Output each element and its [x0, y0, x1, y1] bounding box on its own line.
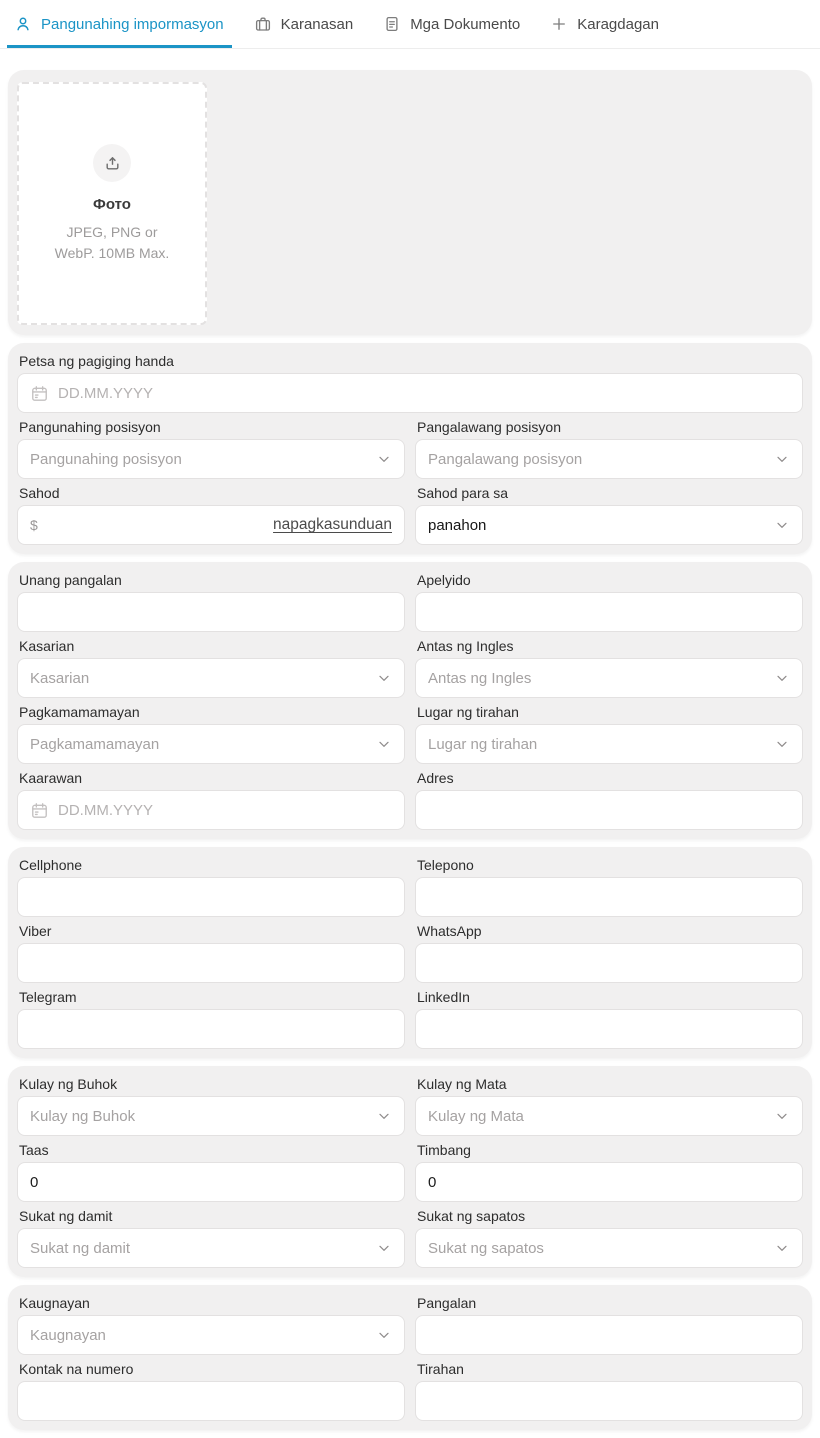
photo-section — [8, 70, 812, 335]
availability-date-input[interactable] — [58, 385, 790, 402]
emergency-name-label: Pangalan — [417, 1295, 477, 1311]
citizenship-select[interactable] — [17, 724, 405, 764]
birthday-label: Kaarawan — [19, 770, 83, 786]
cellphone-label: Cellphone — [19, 857, 83, 873]
linkedin-label: LinkedIn — [417, 989, 470, 1005]
english-level-label: Antas ng Ingles — [417, 638, 514, 654]
birthday-input[interactable] — [58, 802, 392, 819]
tab-experience-label: Karanasan — [280, 15, 354, 33]
chevron-down-icon — [774, 1240, 790, 1256]
residence-placeholder: Lugar ng tirahan — [428, 735, 538, 753]
chevron-down-icon — [376, 1327, 392, 1343]
gender-select[interactable] — [17, 658, 405, 698]
last-name-input[interactable] — [415, 592, 803, 632]
contacts-section — [8, 847, 812, 1058]
salary-label: Sahod — [19, 485, 60, 501]
shoe-size-placeholder: Sukat ng sapatos — [428, 1239, 544, 1257]
primary-position-label: Pangunahing posisyon — [19, 419, 161, 435]
chevron-down-icon — [376, 1108, 392, 1124]
address-label: Adres — [417, 770, 454, 786]
calendar-icon — [30, 384, 49, 403]
telegram-label: Telegram — [19, 989, 77, 1005]
last-name-label: Apelyido — [417, 572, 471, 588]
whatsapp-input[interactable] — [415, 943, 803, 983]
secondary-position-select[interactable] — [415, 439, 803, 479]
tab-additional-label: Karagdagan — [577, 15, 659, 33]
first-name-input[interactable] — [17, 592, 405, 632]
residence-select[interactable] — [415, 724, 803, 764]
linkedin-input[interactable] — [415, 1009, 803, 1049]
secondary-position-label: Pangalawang posisyon — [417, 419, 561, 435]
availability-date-label: Petsa ng pagiging handa — [19, 353, 174, 369]
hair-color-label: Kulay ng Buhok — [19, 1076, 118, 1092]
relation-placeholder: Kaugnayan — [30, 1326, 106, 1344]
tab-additional[interactable] — [550, 0, 659, 48]
citizenship-label: Pagkamamamayan — [19, 704, 140, 720]
tab-documents-label: Mga Dokumento — [410, 15, 521, 33]
tab-main-info-label: Pangunahing impormasyon — [41, 15, 224, 33]
emergency-name-input[interactable] — [415, 1315, 803, 1355]
viber-label: Viber — [19, 923, 52, 939]
photo-upload-dropzone[interactable] — [17, 82, 207, 325]
gender-placeholder: Kasarian — [30, 669, 90, 687]
eye-color-placeholder: Kulay ng Mata — [428, 1107, 524, 1125]
chevron-down-icon — [774, 1108, 790, 1124]
eye-color-select[interactable] — [415, 1096, 803, 1136]
primary-position-placeholder: Pangunahing posisyon — [30, 450, 182, 468]
plus-icon — [550, 15, 568, 33]
relation-label: Kaugnayan — [19, 1295, 90, 1311]
clothing-size-select[interactable] — [17, 1228, 405, 1268]
english-level-select[interactable] — [415, 658, 803, 698]
salary-negotiable-link[interactable]: napagkasunduan — [273, 516, 392, 533]
chevron-down-icon — [376, 451, 392, 467]
photo-upload-hint: JPEG, PNG or WebP. 10MB Max. — [54, 224, 170, 261]
eye-color-label: Kulay ng Mata — [417, 1076, 507, 1092]
salary-period-label: Sahod para sa — [417, 485, 509, 501]
salary-field[interactable] — [17, 505, 405, 545]
emergency-number-label: Kontak na numero — [19, 1361, 134, 1377]
upload-icon — [93, 144, 131, 182]
height-label: Taas — [19, 1142, 49, 1158]
citizenship-placeholder: Pagkamamamayan — [30, 735, 160, 753]
birthday-field[interactable] — [17, 790, 405, 830]
secondary-position-placeholder: Pangalawang posisyon — [428, 450, 583, 468]
viber-input[interactable] — [17, 943, 405, 983]
chevron-down-icon — [376, 670, 392, 686]
currency-symbol: $ — [30, 517, 38, 533]
clothing-size-label: Sukat ng damit — [19, 1208, 113, 1224]
photo-upload-title: Фото — [93, 196, 131, 214]
telegram-input[interactable] — [17, 1009, 405, 1049]
whatsapp-label: WhatsApp — [417, 923, 482, 939]
height-input[interactable] — [17, 1162, 405, 1202]
hair-color-placeholder: Kulay ng Buhok — [30, 1107, 136, 1125]
cellphone-input[interactable] — [17, 877, 405, 917]
tab-experience[interactable] — [254, 0, 354, 48]
tab-main-info[interactable] — [14, 0, 224, 48]
address-input[interactable] — [415, 790, 803, 830]
emergency-number-input[interactable] — [17, 1381, 405, 1421]
chevron-down-icon — [774, 517, 790, 533]
availability-section — [8, 343, 812, 554]
emergency-address-input[interactable] — [415, 1381, 803, 1421]
gender-label: Kasarian — [19, 638, 75, 654]
first-name-label: Unang pangalan — [19, 572, 122, 588]
chevron-down-icon — [774, 736, 790, 752]
chevron-down-icon — [376, 736, 392, 752]
shoe-size-label: Sukat ng sapatos — [417, 1208, 526, 1224]
chevron-down-icon — [774, 670, 790, 686]
calendar-icon — [30, 801, 49, 820]
document-icon — [383, 15, 401, 33]
briefcase-icon — [254, 15, 272, 33]
hair-color-select[interactable] — [17, 1096, 405, 1136]
emergency-address-label: Tirahan — [417, 1361, 464, 1377]
weight-input[interactable] — [415, 1162, 803, 1202]
phone-label: Telepono — [417, 857, 474, 873]
weight-label: Timbang — [417, 1142, 471, 1158]
availability-date-field[interactable] — [17, 373, 803, 413]
residence-label: Lugar ng tirahan — [417, 704, 519, 720]
shoe-size-select[interactable] — [415, 1228, 803, 1268]
tab-documents[interactable] — [383, 0, 520, 48]
form-tabbar — [0, 0, 820, 49]
chevron-down-icon — [376, 1240, 392, 1256]
appearance-section — [8, 1066, 812, 1277]
salary-period-select[interactable] — [415, 505, 803, 545]
relation-select[interactable] — [17, 1315, 405, 1355]
personal-section — [8, 562, 812, 839]
user-icon — [14, 15, 32, 33]
salary-period-value: panahon — [428, 516, 487, 534]
primary-position-select[interactable] — [17, 439, 405, 479]
chevron-down-icon — [774, 451, 790, 467]
phone-input[interactable] — [415, 877, 803, 917]
emergency-contact-section — [8, 1285, 812, 1430]
english-level-placeholder: Antas ng Ingles — [428, 669, 532, 687]
clothing-size-placeholder: Sukat ng damit — [30, 1239, 131, 1257]
